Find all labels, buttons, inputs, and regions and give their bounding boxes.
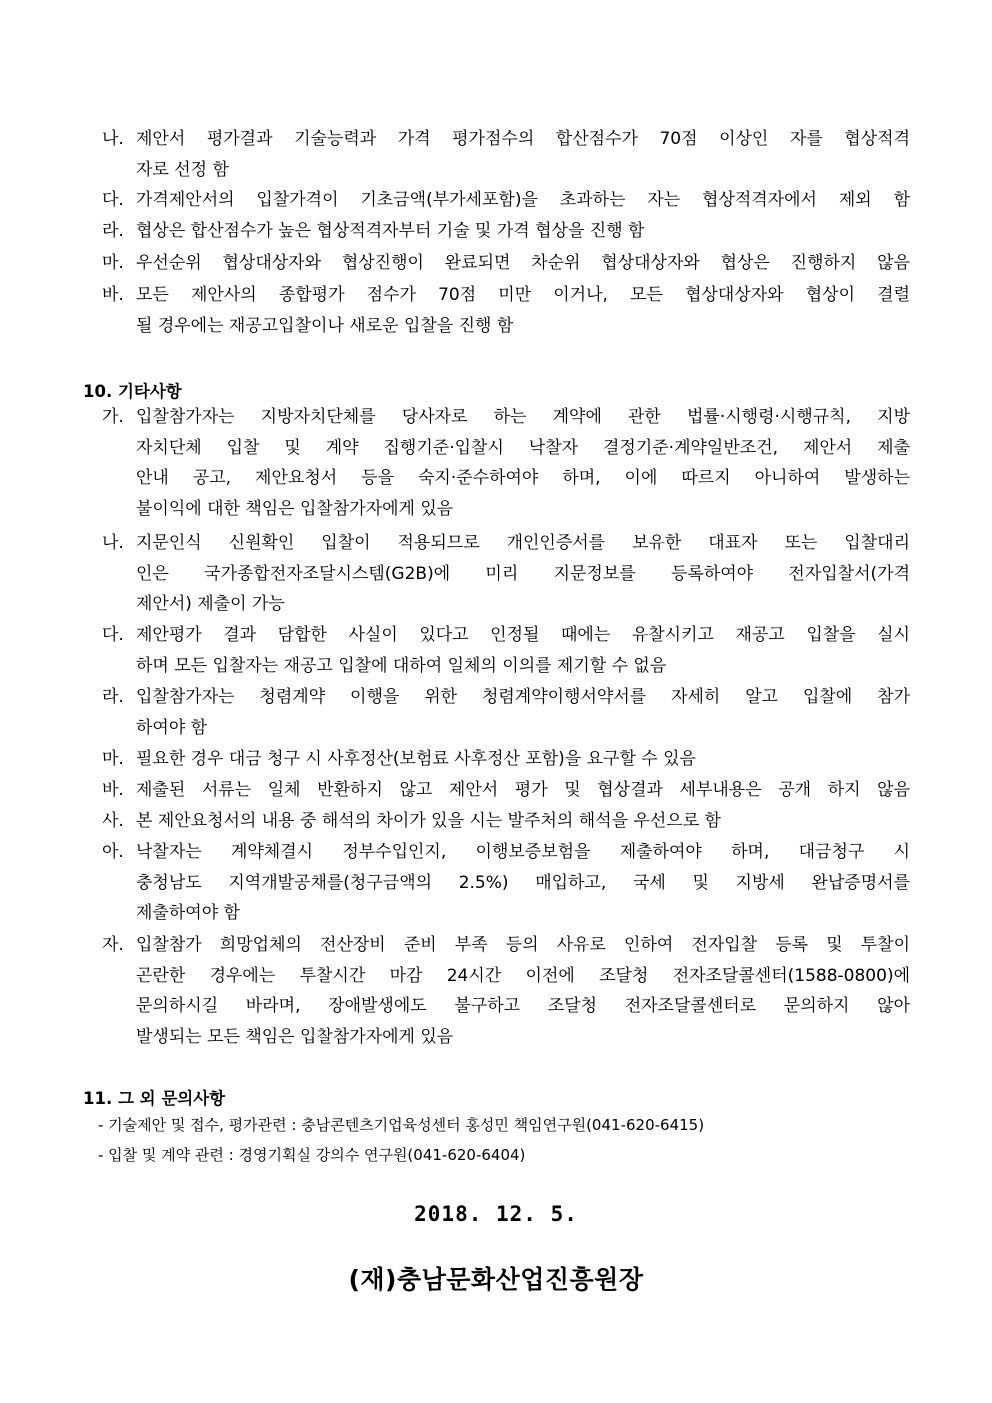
item-marker: 다.: [102, 190, 124, 210]
item-line: 안내 공고, 제안요청서 등을 숙지·준수하여야 하며, 이에 따르지 아니하여 발생하는: [136, 468, 910, 488]
section10-item-ga: [102, 402, 910, 524]
item-line: 본 제안요청서의 내용 중 해석의 차이가 있을 시는 발주처의 해석을 우선으로 함: [136, 811, 721, 831]
section10-item-ma: [102, 744, 910, 775]
item-line: 제출하여야 함: [136, 903, 240, 923]
item-line: 입찰참가자는 청렴계약 이행을 위한 청렴계약이행서약서를 자세히 알고 입찰에 참가: [136, 687, 910, 707]
item-line: 하며 모든 입찰자는 재공고 입찰에 대하여 일체의 이의를 제기할 수 없음: [136, 655, 667, 676]
item-line: 낙찰자는 계약체결시 정부수입인지, 이행보증보험을 제출하여야 하며, 대금청구 시: [136, 842, 910, 862]
item-line: 입찰참가자는 지방자치단체를 당사자로 하는 계약에 관한 법률·시행령·시행규칙, 지방: [136, 407, 910, 427]
document-date: 2018. 12. 5.: [414, 1202, 578, 1226]
section10-heading: 10. 기타사항: [83, 382, 182, 401]
item-line: 가격제안서의 입찰가격이 기초금액(부가세포함)을 초과하는 자는 협상적격자에서 제외 함: [136, 190, 910, 210]
item-marker: 나.: [102, 129, 124, 149]
item-marker: 마.: [102, 253, 124, 273]
item-line: 우선순위 협상대상자와 협상진행이 완료되면 차순위 협상대상자와 협상은 진행하지 않음: [136, 253, 910, 273]
section10-item-ja: [102, 930, 910, 1052]
item-line: 불이익에 대한 책임은 입찰참가자에게 있음: [136, 498, 454, 519]
item-line: 협상은 합산점수가 높은 협상적격자부터 기술 및 가격 협상을 진행 함: [136, 221, 645, 241]
item-line: 제출된 서류는 일체 반환하지 않고 제안서 평가 및 협상결과 세부내용은 공개 하지 않음: [136, 780, 910, 800]
item-line: 입찰참가 희망업체의 전산장비 준비 부족 등의 사유로 인하여 전자입찰 등록 및 투찰이: [136, 935, 910, 955]
item-line: 필요한 경우 대금 청구 시 사후정산(보험료 사후정산 포함)을 요구할 수 있음: [136, 749, 696, 769]
item-line: 하여야 함: [136, 717, 208, 738]
item-line: 곤란한 경우에는 투찰시간 마감 24시간 이전에 조달청 전자조달콜센터(1588-0800)에: [136, 965, 910, 986]
section9-item-na: [102, 124, 910, 185]
item-marker: 바.: [102, 780, 124, 800]
item-line: 문의하시길 바라며, 장애발생에도 불구하고 조달청 전자조달콜센터로 문의하지 않아: [136, 996, 910, 1016]
section10-item-da: [102, 620, 910, 681]
item-marker: 아.: [102, 842, 124, 862]
contact-line-bidding: - 입찰 및 계약 관련 : 경영기획실 강의수 연구원(041-620-6404): [98, 1146, 526, 1164]
item-marker: 자.: [102, 935, 124, 955]
section9-item-ba: [102, 280, 910, 341]
item-line: 될 경우에는 재공고입찰이나 새로운 입찰을 진행 함: [136, 315, 514, 336]
item-marker: 나.: [102, 533, 124, 553]
item-line: 자치단체 입찰 및 계약 집행기준·입찰시 낙찰자 결정기준·계약일반조건, 제안서 제출: [136, 437, 910, 458]
section10-item-ba: [102, 775, 910, 806]
section9-item-da: [102, 185, 910, 216]
section10-item-na: [102, 528, 910, 620]
item-line: 지문인식 신원확인 입찰이 적용되므로 개인인증서를 보유한 대표자 또는 입찰대리: [136, 533, 910, 553]
item-marker: 마.: [102, 749, 124, 769]
item-marker: 가.: [102, 407, 124, 427]
section10-item-a: [102, 837, 910, 929]
item-line: 제안서 평가결과 기술능력과 가격 평가점수의 합산점수가 70점 이상인 자를 협상적격: [136, 129, 910, 149]
section9-item-ra: [102, 216, 910, 247]
item-marker: 바.: [102, 285, 124, 305]
item-line: 모든 제안사의 종합평가 점수가 70점 미만 이거나, 모든 협상대상자와 협상이 결렬: [136, 285, 910, 305]
section10-item-sa: [102, 806, 910, 837]
item-line: 충청남도 지역개발공채를(청구금액의 2.5%) 매입하고, 국세 및 지방세 완납증명서를: [136, 872, 910, 893]
section10-item-ra: [102, 682, 910, 743]
item-marker: 다.: [102, 625, 124, 645]
issuing-organization: (재)충남문화산업진흥원장: [348, 1265, 644, 1294]
item-marker: 사.: [102, 811, 124, 831]
item-line: 인은 국가종합전자조달시스템(G2B)에 미리 지문정보를 등록하여야 전자입찰서(가격: [136, 563, 910, 584]
item-line: 제안평가 결과 담합한 사실이 있다고 인정될 때에는 유찰시키고 재공고 입찰을 실시: [136, 625, 910, 645]
section11-heading: 11. 그 외 문의사항: [83, 1089, 226, 1108]
item-line: 발생되는 모든 책임은 입찰참가자에게 있음: [136, 1026, 454, 1047]
item-line: 제안서) 제출이 가능: [136, 594, 285, 614]
item-marker: 라.: [102, 687, 124, 707]
item-line: 자로 선정 함: [136, 159, 229, 180]
item-marker: 라.: [102, 221, 124, 241]
section9-item-ma: [102, 248, 910, 279]
contact-line-technical: - 기술제안 및 접수, 평가관련 : 충남콘텐츠기업육성센터 홍성민 책임연구원(041-620-6415): [98, 1116, 705, 1134]
